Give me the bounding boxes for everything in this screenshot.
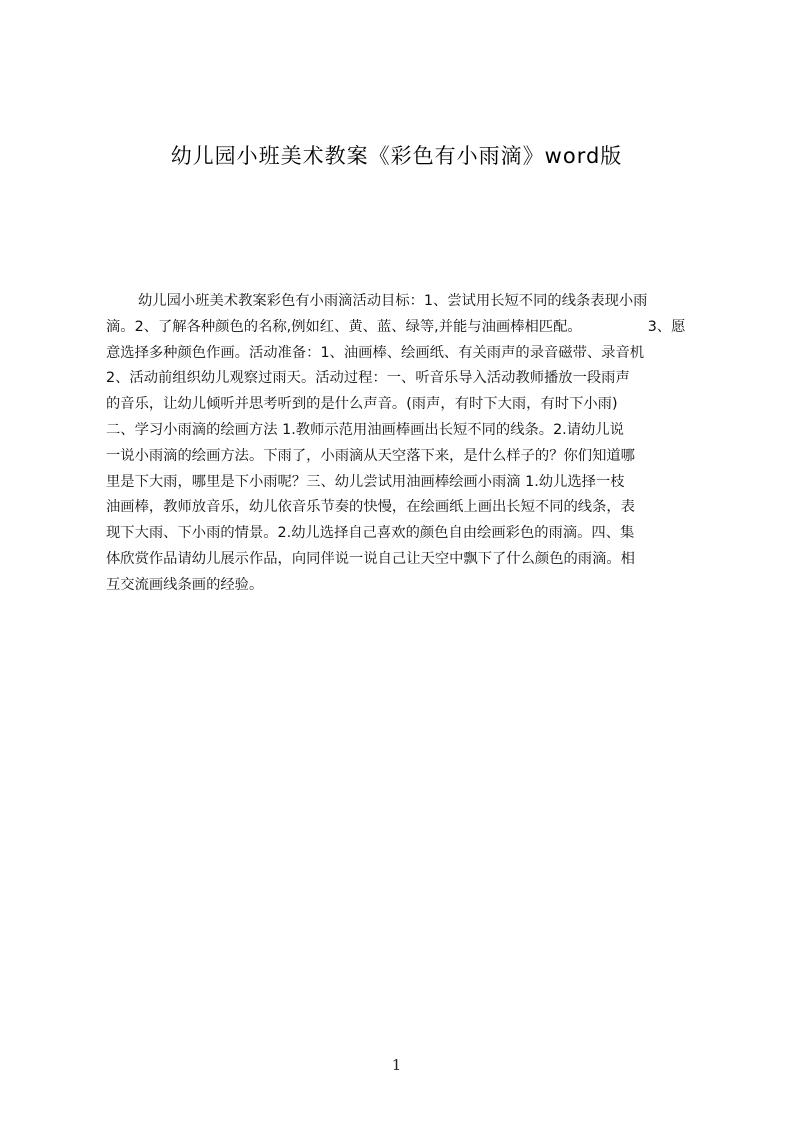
document-body [106, 289, 698, 599]
body-line: 的音乐，让幼儿倾听并思考听到的是什么声音。(雨声，有时下大雨，有时下小雨) [106, 396, 618, 413]
body-line: 2、活动前组织幼儿观察过雨天。活动过程：一、听音乐导入活动教师播放一段雨声 [106, 370, 630, 387]
body-line: 二、学习小雨滴的绘画方法 1.教师示范用油画棒画出长短不同的线条。2.请幼儿说 [106, 421, 624, 438]
body-line-text: 3、愿 [647, 318, 686, 335]
body-line: 现下大雨、下小雨的情景。2.幼儿选择自己喜欢的颜色自由绘画彩色的雨滴。四、集 [106, 525, 635, 542]
body-line: 意选择多种颜色作画。活动准备：1、油画棒、绘画纸、有关雨声的录音磁带、录音机 [106, 344, 645, 361]
page-number: 1 [391, 1056, 402, 1074]
page-title: 幼儿园小班美术教案《彩色有小雨滴》word版 [170, 144, 623, 168]
body-line: 里是下大雨，哪里是下小雨呢？三、幼儿尝试用油画棒绘画小雨滴 1.幼儿选择一枝 [106, 473, 625, 490]
body-line: 互交流画线条画的经验。 [106, 576, 264, 593]
body-line: 体欣赏作品请幼儿展示作品，向同伴说一说自己让天空中飘下了什么颜色的雨滴。相 [106, 550, 635, 567]
body-line-text: 滴。2、了解各种颜色的名称,例如红、黄、蓝、绿等,并能与油画棒相匹配。 [106, 318, 582, 335]
body-line [106, 315, 698, 341]
body-line: 幼儿园小班美术教案彩色有小雨滴活动目标：1、尝试用长短不同的线条表现小雨 [138, 293, 648, 309]
body-line: 一说小雨滴的绘画方法。下雨了，小雨滴从天空落下来，是什么样子的？你们知道哪 [106, 447, 635, 464]
body-line: 油画棒，教师放音乐，幼儿依音乐节奏的快慢，在绘画纸上画出长短不同的线条，表 [106, 499, 635, 516]
